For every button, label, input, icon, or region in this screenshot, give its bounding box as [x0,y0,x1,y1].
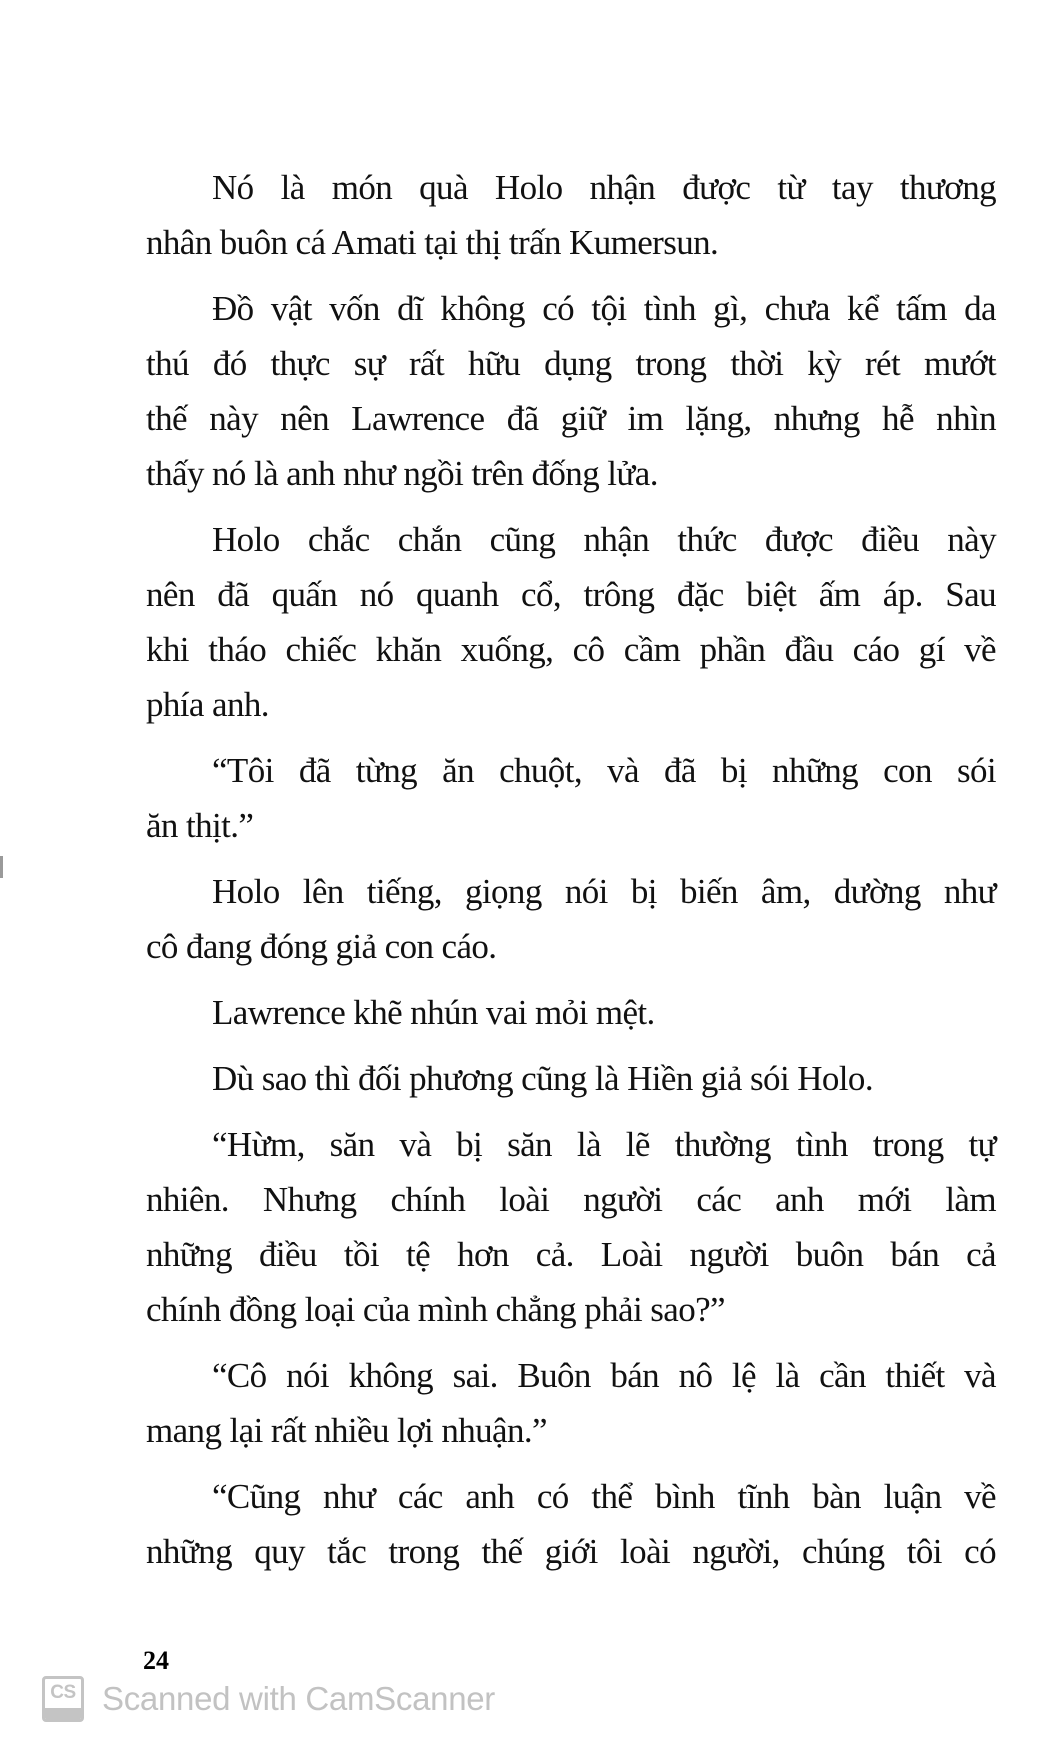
text-line: Đồ vật vốn dĩ không có tội tình gì, chưa kể tấm da [212,289,996,328]
text-line: nên đã quấn nó quanh cổ, trông đặc biệt ấm áp. Sau [146,575,996,614]
text-line: Lawrence khẽ nhún vai mỏi mệt. [212,993,655,1032]
text-line: thế này nên Lawrence đã giữ im lặng, nhưng hễ nhìn [146,399,996,438]
paragraph [146,160,996,270]
text-line: mang lại rất nhiều lợi nhuận.” [146,1411,547,1450]
text-line: “Hừm, săn và bị săn là lẽ thường tình trong tự [212,1125,996,1164]
text-line: khi tháo chiếc khăn xuống, cô cầm phần đầu cáo gí về [146,630,996,669]
text-line: Holo lên tiếng, giọng nói bị biến âm, dường như [212,872,996,911]
text-line: thấy nó là anh như ngồi trên đống lửa. [146,454,658,493]
paragraph [146,512,996,732]
text-line: những điều tồi tệ hơn cả. Loài người buôn bán cả [146,1235,996,1274]
paragraph [146,1348,996,1458]
text-line: Dù sao thì đối phương cũng là Hiền giả sói Holo. [212,1059,873,1098]
paragraph [146,1117,996,1337]
text-line: “Tôi đã từng ăn chuột, và đã bị những con sói [212,751,996,790]
paragraph [146,985,996,1040]
text-line: nhiên. Nhưng chính loài người các anh mới làm [146,1180,996,1219]
watermark-text: Scanned with CamScanner [102,1680,495,1717]
scan-edge-mark [0,856,3,878]
text-line: nhân buôn cá Amati tại thị trấn Kumersun. [146,223,719,262]
text-line: chính đồng loại của mình chẳng phải sao?” [146,1290,725,1329]
text-line: ăn thịt.” [146,806,254,845]
logo-text: CS [50,1682,76,1703]
paragraph [146,1469,996,1579]
camscanner-logo-icon [42,1676,84,1722]
text-line: Nó là món quà Holo nhận được từ tay thương [212,168,996,207]
text-line: “Cô nói không sai. Buôn bán nô lệ là cần thiết và [212,1356,996,1395]
text-line: Holo chắc chắn cũng nhận thức được điều này [212,520,996,559]
paragraph [146,1051,996,1106]
logo-bar [45,1708,81,1719]
paragraph [146,281,996,501]
text-line: những quy tắc trong thế giới loài người, chúng tôi có [146,1532,996,1571]
body-text [146,160,996,1590]
page-number: 24 [143,1646,169,1675]
text-line: “Cũng như các anh có thể bình tĩnh bàn luận về [212,1477,996,1516]
text-line: phía anh. [146,685,269,724]
text-line: cô đang đóng giả con cáo. [146,927,497,966]
camscanner-watermark [42,1675,495,1723]
text-line: thú đó thực sự rất hữu dụng trong thời kỳ rét mướt [146,344,996,383]
paragraph [146,864,996,974]
paragraph [146,743,996,853]
